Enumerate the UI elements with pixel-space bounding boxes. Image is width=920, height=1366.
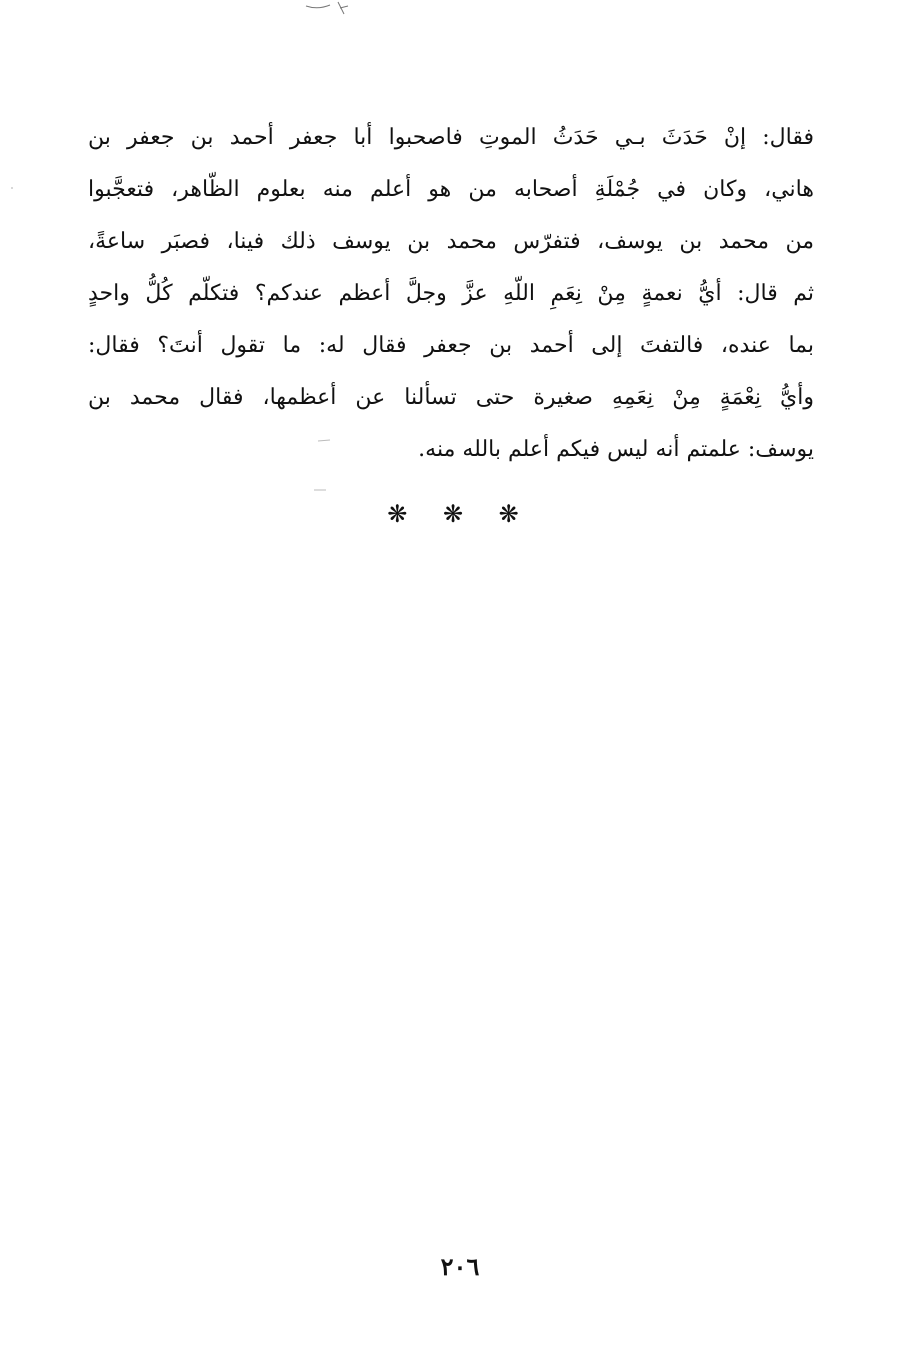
text-line-7: يوسف: علمتم أنه ليس فيكم أعلم بالله منه.	[418, 437, 814, 462]
top-pen-mark	[300, 0, 360, 22]
text-line-4: ثم قال: أيُّ نعمةٍ مِنْ نِعَمِ اللّهِ عزَّ وجلَّ أعظم عندكم؟ فتكلّم كُلُّ واحدٍ	[88, 281, 814, 306]
text-line-5: بما عنده، فالتفتَ إلى أحمد بن جعفر فقال له: ما تقول أنتَ؟ فقال:	[88, 333, 814, 358]
main-paragraph	[88, 112, 814, 476]
text-line-6: وأيُّ نِعْمَةٍ مِنْ نِعَمِهِ صغيرة حتى تسألنا عن أعظمها، فقال محمد بن	[88, 385, 814, 410]
text-line-2: هاني، وكان في جُمْلَةِ أصحابه من هو أعلم منه بعلوم الظّاهر، فتعجَّبوا	[88, 177, 814, 202]
text-line-1: فقال: إنْ حَدَثَ بـي حَدَثُ الموتِ فاصحبوا أبا جعفر أحمد بن جعفر بن	[88, 125, 814, 150]
section-separator: ❋ ❋ ❋	[387, 500, 533, 528]
text-line-3: من محمد بن يوسف، فتفرّس محمد بن يوسف ذلك فينا، فصبَر ساعةً،	[88, 229, 814, 254]
page-number: ٢٠٦	[440, 1252, 480, 1281]
